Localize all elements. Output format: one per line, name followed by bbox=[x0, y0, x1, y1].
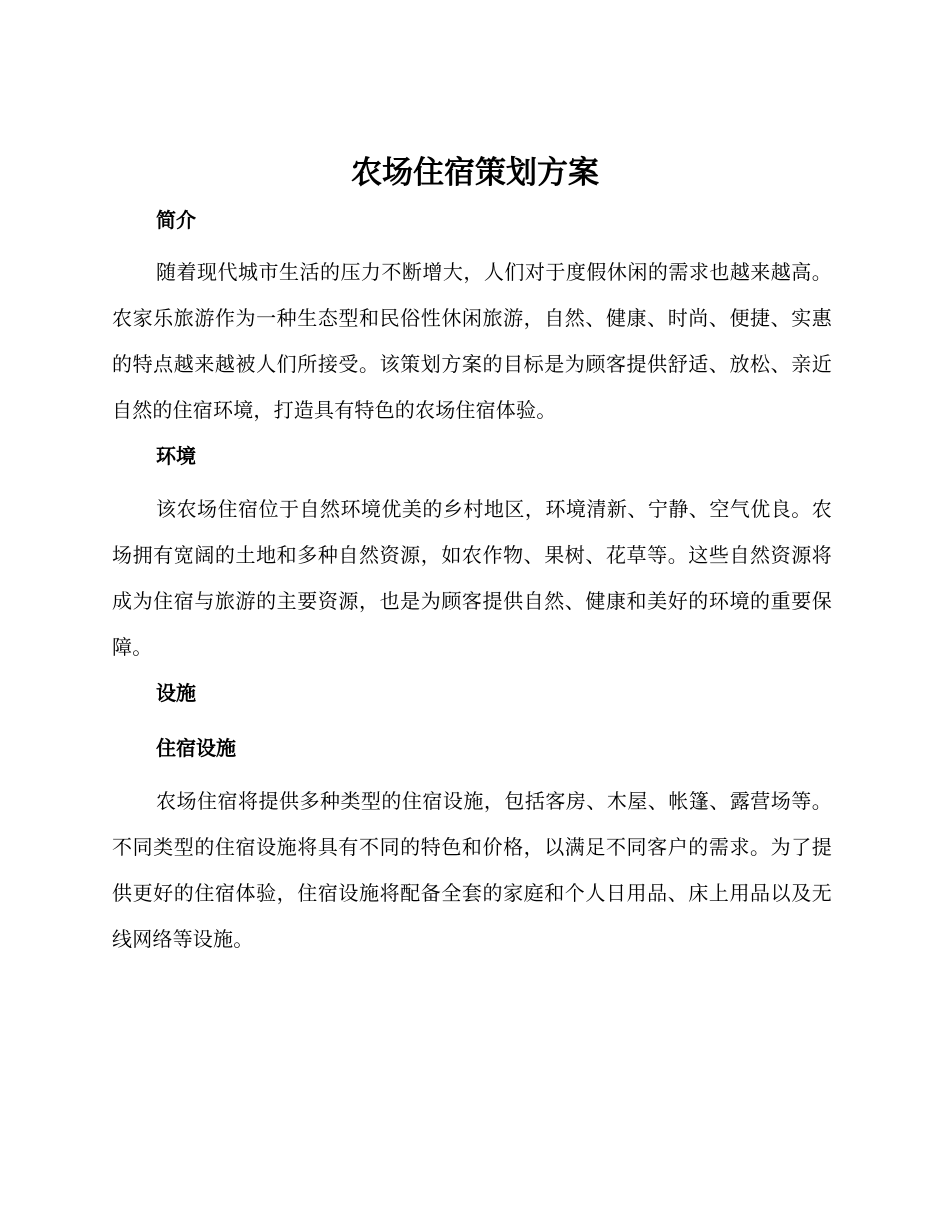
section-paragraph-environment: 该农场住宿位于自然环境优美的乡村地区，环境清新、宁静、空气优良。农场拥有宽阔的土地和多种自然资源，如农作物、果树、花草等。这些自然资源将成为住宿与旅游的主要资源，也是为顾客提供自然、健康和美好的环境的重要保障。 bbox=[112, 497, 832, 659]
section-heading-environment: 环境 bbox=[156, 444, 196, 468]
document-title: 农场住宿策划方案 bbox=[351, 155, 599, 191]
section-heading-lodging-facilities: 住宿设施 bbox=[156, 736, 236, 760]
section-paragraph-intro: 随着现代城市生活的压力不断增大，人们对于度假休闲的需求也越来越高。农家乐旅游作为一种生态型和民俗性休闲旅游，自然、健康、时尚、便捷、实惠的特点越来越被人们所接受。该策划方案的目标是为顾客提供舒适、放松、亲近自然的住宿环境，打造具有特色的农场住宿体验。 bbox=[112, 260, 832, 422]
section-heading-intro: 简介 bbox=[156, 208, 196, 232]
section-paragraph-lodging-facilities: 农场住宿将提供多种类型的住宿设施，包括客房、木屋、帐篷、露营场等。不同类型的住宿设施将具有不同的特色和价格，以满足不同客户的需求。为了提供更好的住宿体验，住宿设施将配备全套的家庭和个人日用品、床上用品以及无线网络等设施。 bbox=[112, 789, 832, 951]
section-heading-facilities: 设施 bbox=[156, 681, 196, 705]
